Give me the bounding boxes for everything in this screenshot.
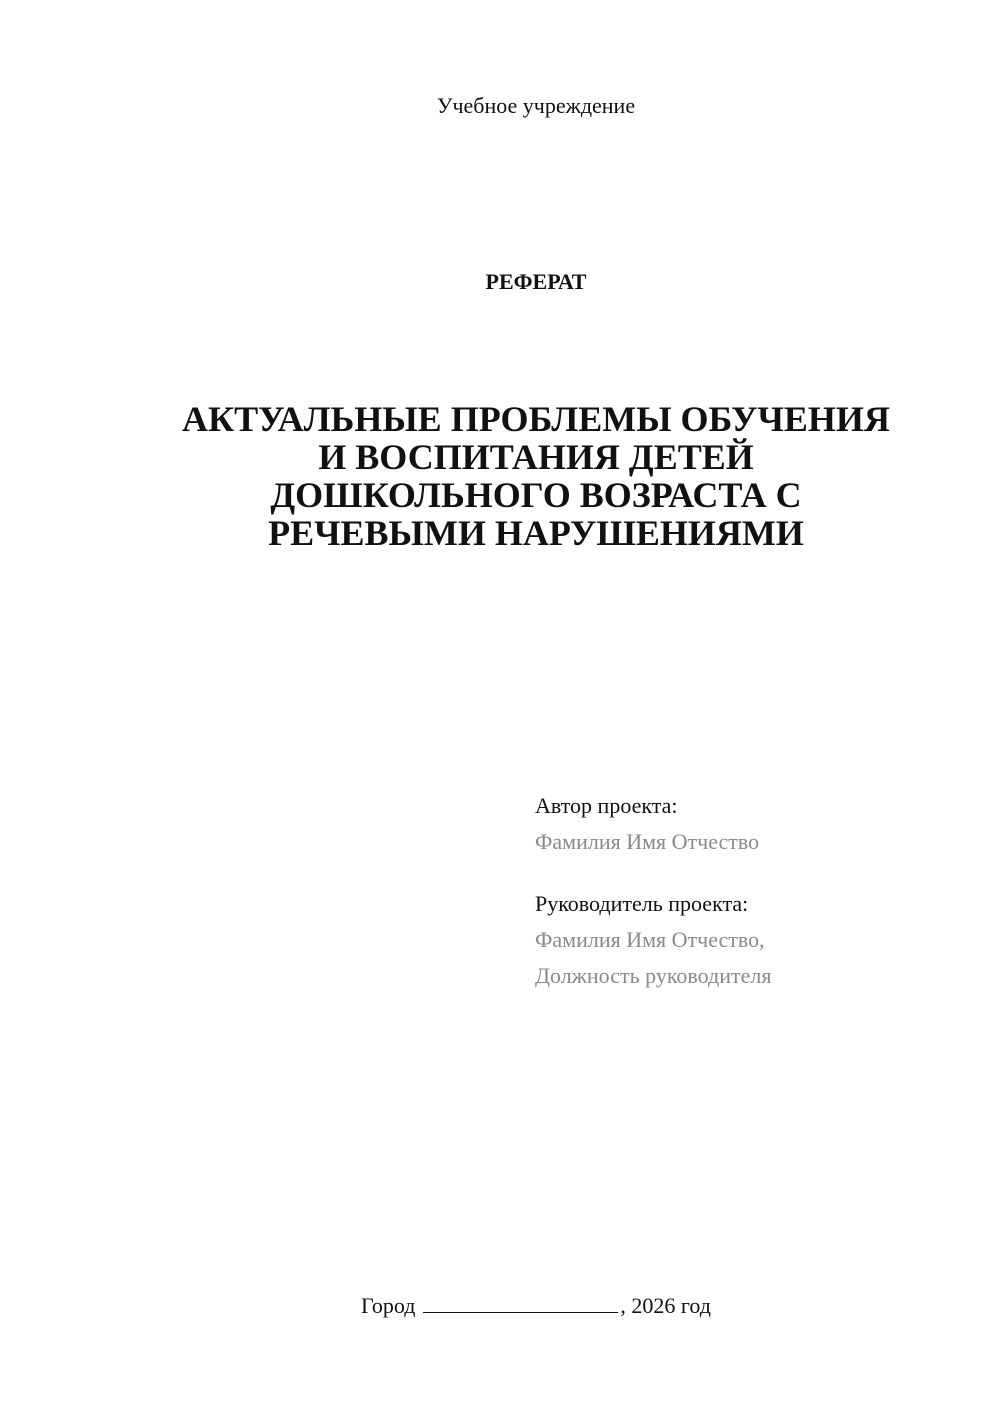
supervisor-position: Должность руководителя (535, 963, 772, 988)
supervisor-label: Руководитель проекта: (535, 891, 749, 916)
title-line: РЕЧЕВЫМИ НАРУШЕНИЯМИ (268, 513, 804, 553)
supervisor-name: Фамилия Имя Отчество, (535, 927, 765, 952)
author-label: Автор проекта: (535, 793, 678, 818)
project-info (535, 788, 975, 994)
city-blank-line (423, 1290, 618, 1313)
title-line: АКТУАЛЬНЫЕ ПРОБЛЕМЫ ОБУЧЕНИЯ (182, 399, 890, 439)
spacer (535, 860, 975, 886)
document-title (120, 400, 952, 552)
city-year-line (0, 1290, 1000, 1321)
author-name: Фамилия Имя Отчество (535, 829, 760, 854)
document-type: РЕФЕРАТ (485, 269, 587, 294)
title-line: И ВОСПИТАНИЯ ДЕТЕЙ (318, 437, 754, 477)
year-text: , 2026 год (620, 1293, 711, 1318)
institution-name: Учебное учреждение (436, 93, 636, 118)
title-line: ДОШКОЛЬНОГО ВОЗРАСТА С (270, 475, 802, 515)
city-label: Город (361, 1293, 416, 1318)
